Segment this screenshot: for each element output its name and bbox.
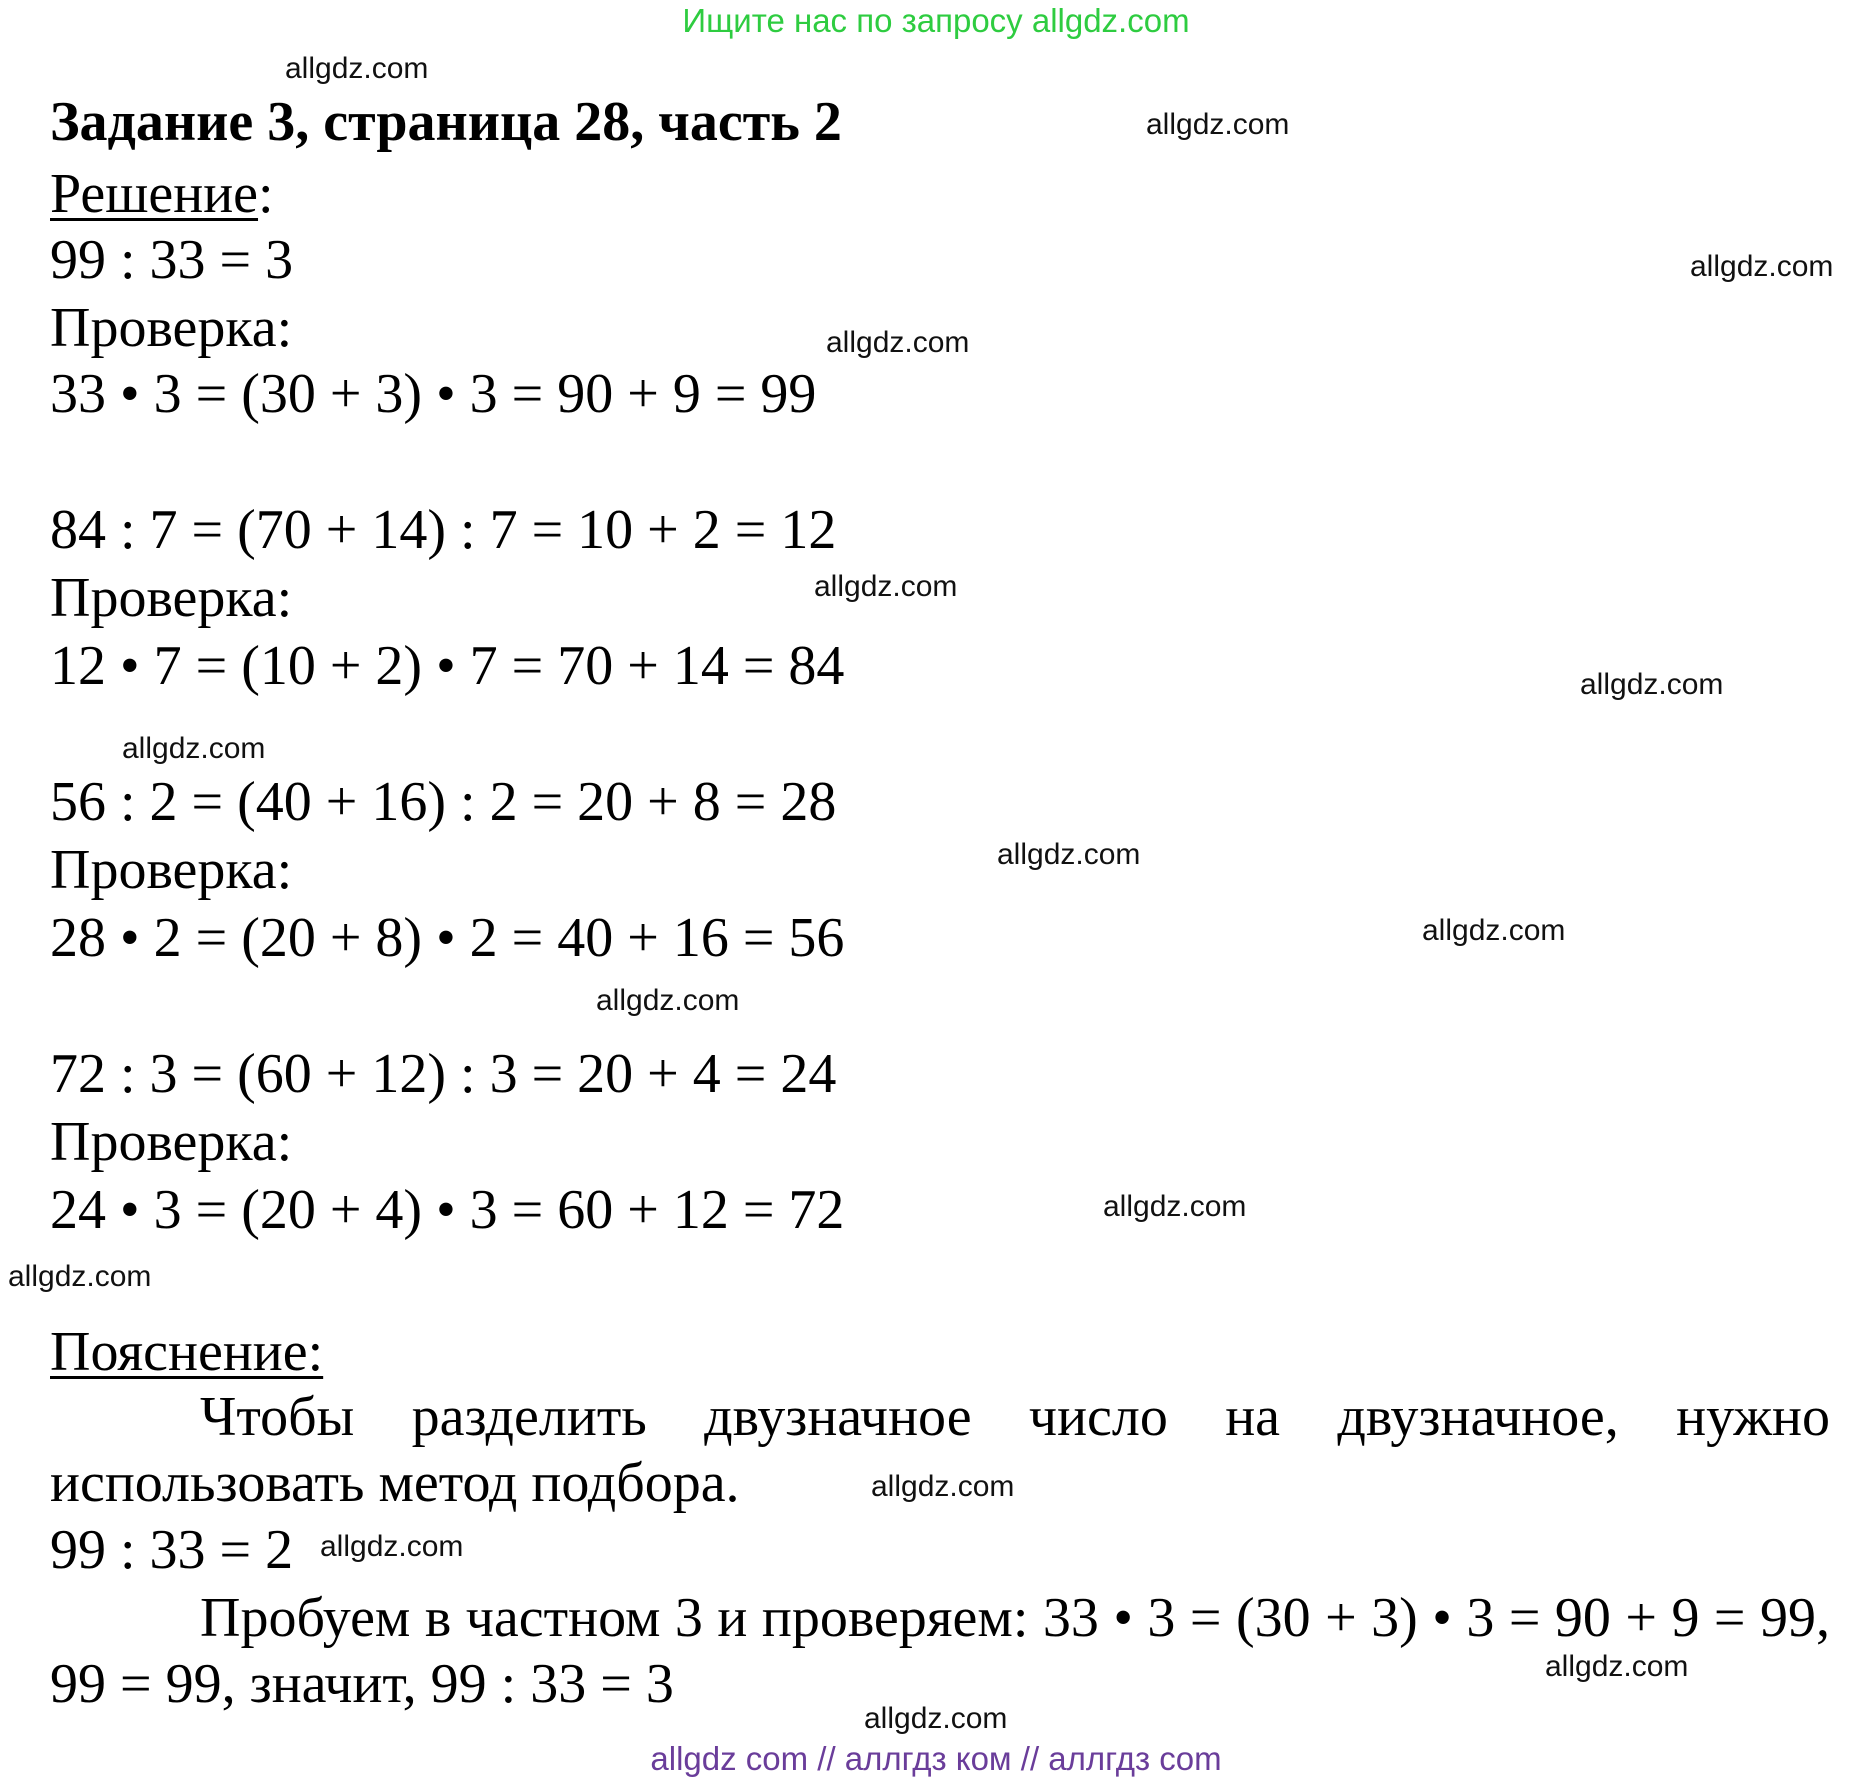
problem-4-check: 24 • 3 = (20 + 4) • 3 = 60 + 12 = 72 (50, 1179, 845, 1241)
watermark: allgdz.com (997, 838, 1141, 871)
watermark: allgdz.com (1690, 250, 1834, 283)
watermark: allgdz.com (1422, 914, 1566, 947)
explanation-heading (50, 1320, 323, 1384)
watermark: allgdz.com (864, 1702, 1008, 1735)
watermark: allgdz.com (814, 570, 958, 603)
problem-1-check: 33 • 3 = (30 + 3) • 3 = 90 + 9 = 99 (50, 363, 817, 425)
problem-1-equation: 99 : 33 = 3 (50, 229, 294, 291)
watermark: allgdz.com (8, 1260, 152, 1293)
watermark: allgdz.com (871, 1470, 1015, 1503)
watermark: allgdz.com (122, 732, 266, 765)
problem-1-check-label: Проверка: (50, 297, 293, 359)
problem-4-check-label: Проверка: (50, 1111, 293, 1173)
explanation-guess-line: 99 : 33 = 2 (50, 1519, 294, 1581)
watermark: allgdz.com (1146, 108, 1290, 141)
explanation-heading-text: Пояснение: (50, 1321, 324, 1383)
watermark: allgdz.com (1545, 1650, 1689, 1683)
watermark: allgdz.com (596, 984, 740, 1017)
problem-2-check-label: Проверка: (50, 567, 293, 629)
watermark: allgdz.com (1103, 1190, 1247, 1223)
footer-links[interactable]: allgdz com // аллгдз ком // аллгдз com (650, 1740, 1222, 1777)
page-title: Задание 3, страница 28, часть 2 (50, 91, 842, 153)
problem-3-check: 28 • 2 = (20 + 8) • 2 = 40 + 16 = 56 (50, 907, 845, 969)
solution-heading-text: Решение (50, 163, 259, 225)
top-banner[interactable]: Ищите нас по запросу allgdz.com (682, 2, 1190, 39)
watermark: allgdz.com (285, 52, 429, 85)
problem-2-check: 12 • 7 = (10 + 2) • 7 = 70 + 14 = 84 (50, 635, 845, 697)
problem-2-equation: 84 : 7 = (70 + 14) : 7 = 10 + 2 = 12 (50, 499, 837, 561)
solution-heading (50, 162, 274, 226)
solution-heading-colon: : (258, 163, 274, 225)
watermark: allgdz.com (320, 1530, 464, 1563)
explanation-paragraph-2-text: Пробуем в частном 3 и проверяем: 33 • 3 = (30 + 3) • 3 = 90 + 9 = 99, 99 = 99, значит, 99 : 33 = 3 (50, 1587, 1830, 1715)
problem-3-equation: 56 : 2 = (40 + 16) : 2 = 20 + 8 = 28 (50, 771, 837, 833)
watermark: allgdz.com (1580, 668, 1724, 701)
problem-4-equation: 72 : 3 = (60 + 12) : 3 = 20 + 4 = 24 (50, 1043, 837, 1105)
problem-3-check-label: Проверка: (50, 839, 293, 901)
watermark: allgdz.com (826, 326, 970, 359)
explanation-paragraph-1-text: Чтобы разделить двузначное число на двузначное, нужно использовать метод подбора. (50, 1386, 1830, 1514)
